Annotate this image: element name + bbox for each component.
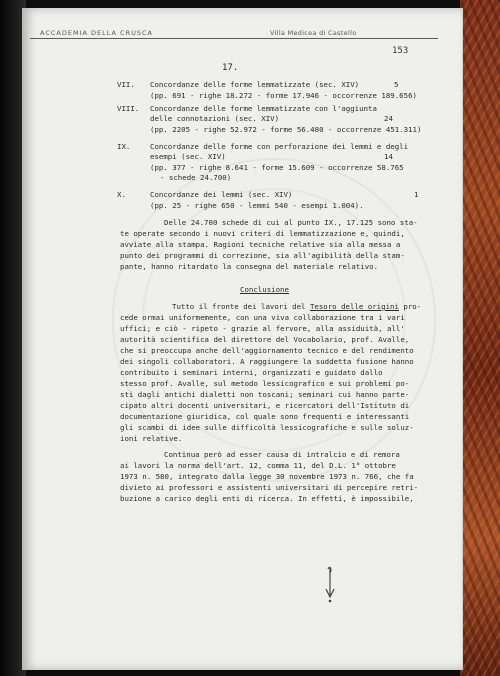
paragraph-line: buzione a carico degli enti di ricerca. In effetti, è impossibile, [120, 494, 414, 503]
item-number: VII. [117, 80, 135, 89]
section-heading-conclusione: Conclusione [240, 285, 289, 294]
paragraph-line: ioni relative. [120, 434, 183, 443]
item-value: 5 [394, 80, 399, 89]
paragraph-line: avviate alla stampa. Ragioni tecniche relative sia alla messa a [120, 240, 401, 249]
item-details-cont: - schede 24.700) [160, 173, 232, 182]
item-details: (pp. 2205 - righe 52.972 - forme 56.480 - occorrenze 451.311) [150, 125, 422, 134]
document-page [22, 8, 462, 670]
paragraph-line: contribuito i seminari interni, organizzati e guidato dallo [120, 368, 383, 377]
item-title: Concordanze delle forme con perforazione dei lemmi e degli [150, 142, 409, 151]
ink-arrow-mark [322, 565, 338, 605]
paragraph-line: autorità scientifica del direttore del Vocabolario, prof. Avalle, [120, 335, 410, 344]
book-title-underlined: Tesoro delle origini [309, 302, 399, 311]
header-location: Villa Medicea di Castello [270, 29, 357, 37]
paragraph-line [172, 302, 421, 312]
paragraph-line: che si preoccupa anche dell'aggiornamento tecnico e del rendimento [120, 346, 414, 355]
item-value: 24 [384, 114, 393, 123]
section-number: 17. [222, 63, 239, 73]
paragraph-line: divieto ai professori e assistenti universitari di percepire retri- [120, 483, 419, 492]
item-number: VIII. [117, 104, 140, 113]
text-run: pro- [398, 302, 422, 311]
paragraph-line: documentazione giuridica, col quale sono frequenti e interessanti [120, 412, 410, 421]
item-details: (pp. 377 - righe 8.641 - forme 15.609 - occorrenze 58.765 [150, 163, 404, 172]
item-number: X. [117, 190, 126, 199]
marbled-page-edge [460, 0, 500, 676]
item-details: (pp. 691 - righe 18.272 - forme 17.946 - occorrenze 189.656) [150, 91, 417, 100]
item-title: Concordanze delle forme lemmatizzate con l'aggiunta [150, 104, 377, 113]
paragraph-line: pante, hanno ritardato la consegna del materiale relativo. [120, 262, 379, 271]
paragraph-line: dei singoli collaboratori. A raggiungere la suddetta fusione hanno [120, 357, 414, 366]
item-title-cont: esempi (sec. XIV) [150, 152, 226, 161]
paragraph-line: Continua però ad esser causa di intralcio e di remora [164, 450, 400, 459]
text-run: Tutto il fronte dei lavori del [172, 302, 310, 311]
paragraph-line: 1973 n. 580, integrato dalla legge 30 novembre 1973 n. 766, che fa [120, 472, 414, 481]
paragraph-line: gli scambi di idee sulle difficoltà lessicografiche e sulle soluz- [120, 423, 414, 432]
item-value: 1 [414, 190, 419, 199]
paragraph-line: stesso prof. Avalle, sul metodo lessicografico e sui problemi po- [120, 379, 410, 388]
item-value: 14 [384, 152, 393, 161]
item-title-cont: delle connotazioni (sec. XIV) [150, 114, 280, 123]
paragraph-line: te operate secondo i nuovi criteri di lemmatizzazione e, quindi, [120, 229, 405, 238]
item-number: IX. [117, 142, 131, 151]
paragraph-line: punto dei programmi di correzione, sia all'agibilità della stam- [120, 251, 405, 260]
paragraph-line: Delle 24.700 schede di cui al punto IX., 17.125 sono sta- [164, 218, 418, 227]
item-title: Concordanze delle forme lemmatizzate (sec. XIV) [150, 80, 360, 89]
paragraph-line: uffici; e ciò - ripeto - grazie al fervore, alla assiduità, all' [120, 324, 405, 333]
paragraph-line: ai lavori la norma dell'art. 12, comma 11, del D.L. 1° ottobre [120, 461, 396, 470]
paragraph-line: sti dagli antichi dialetti non toscani; seminari cui hanno parte- [120, 390, 410, 399]
page-number: 153 [392, 46, 409, 56]
item-details: (pp. 25 - righe 650 - lemmi 540 - esempi 1.004). [150, 201, 364, 210]
header-library: ACCADEMIA DELLA CRUSCA [40, 29, 153, 37]
item-title: Concordanze dei lemmi (sec. XIV) [150, 190, 293, 199]
conclusion-text [22, 8, 462, 670]
paragraph-line: cipato altri docenti universitari, e ricercatori dell'Istituto di [120, 401, 410, 410]
paragraph-line: cede ormai uniformemente, con una viva collaborazione tra i vari [120, 313, 405, 322]
